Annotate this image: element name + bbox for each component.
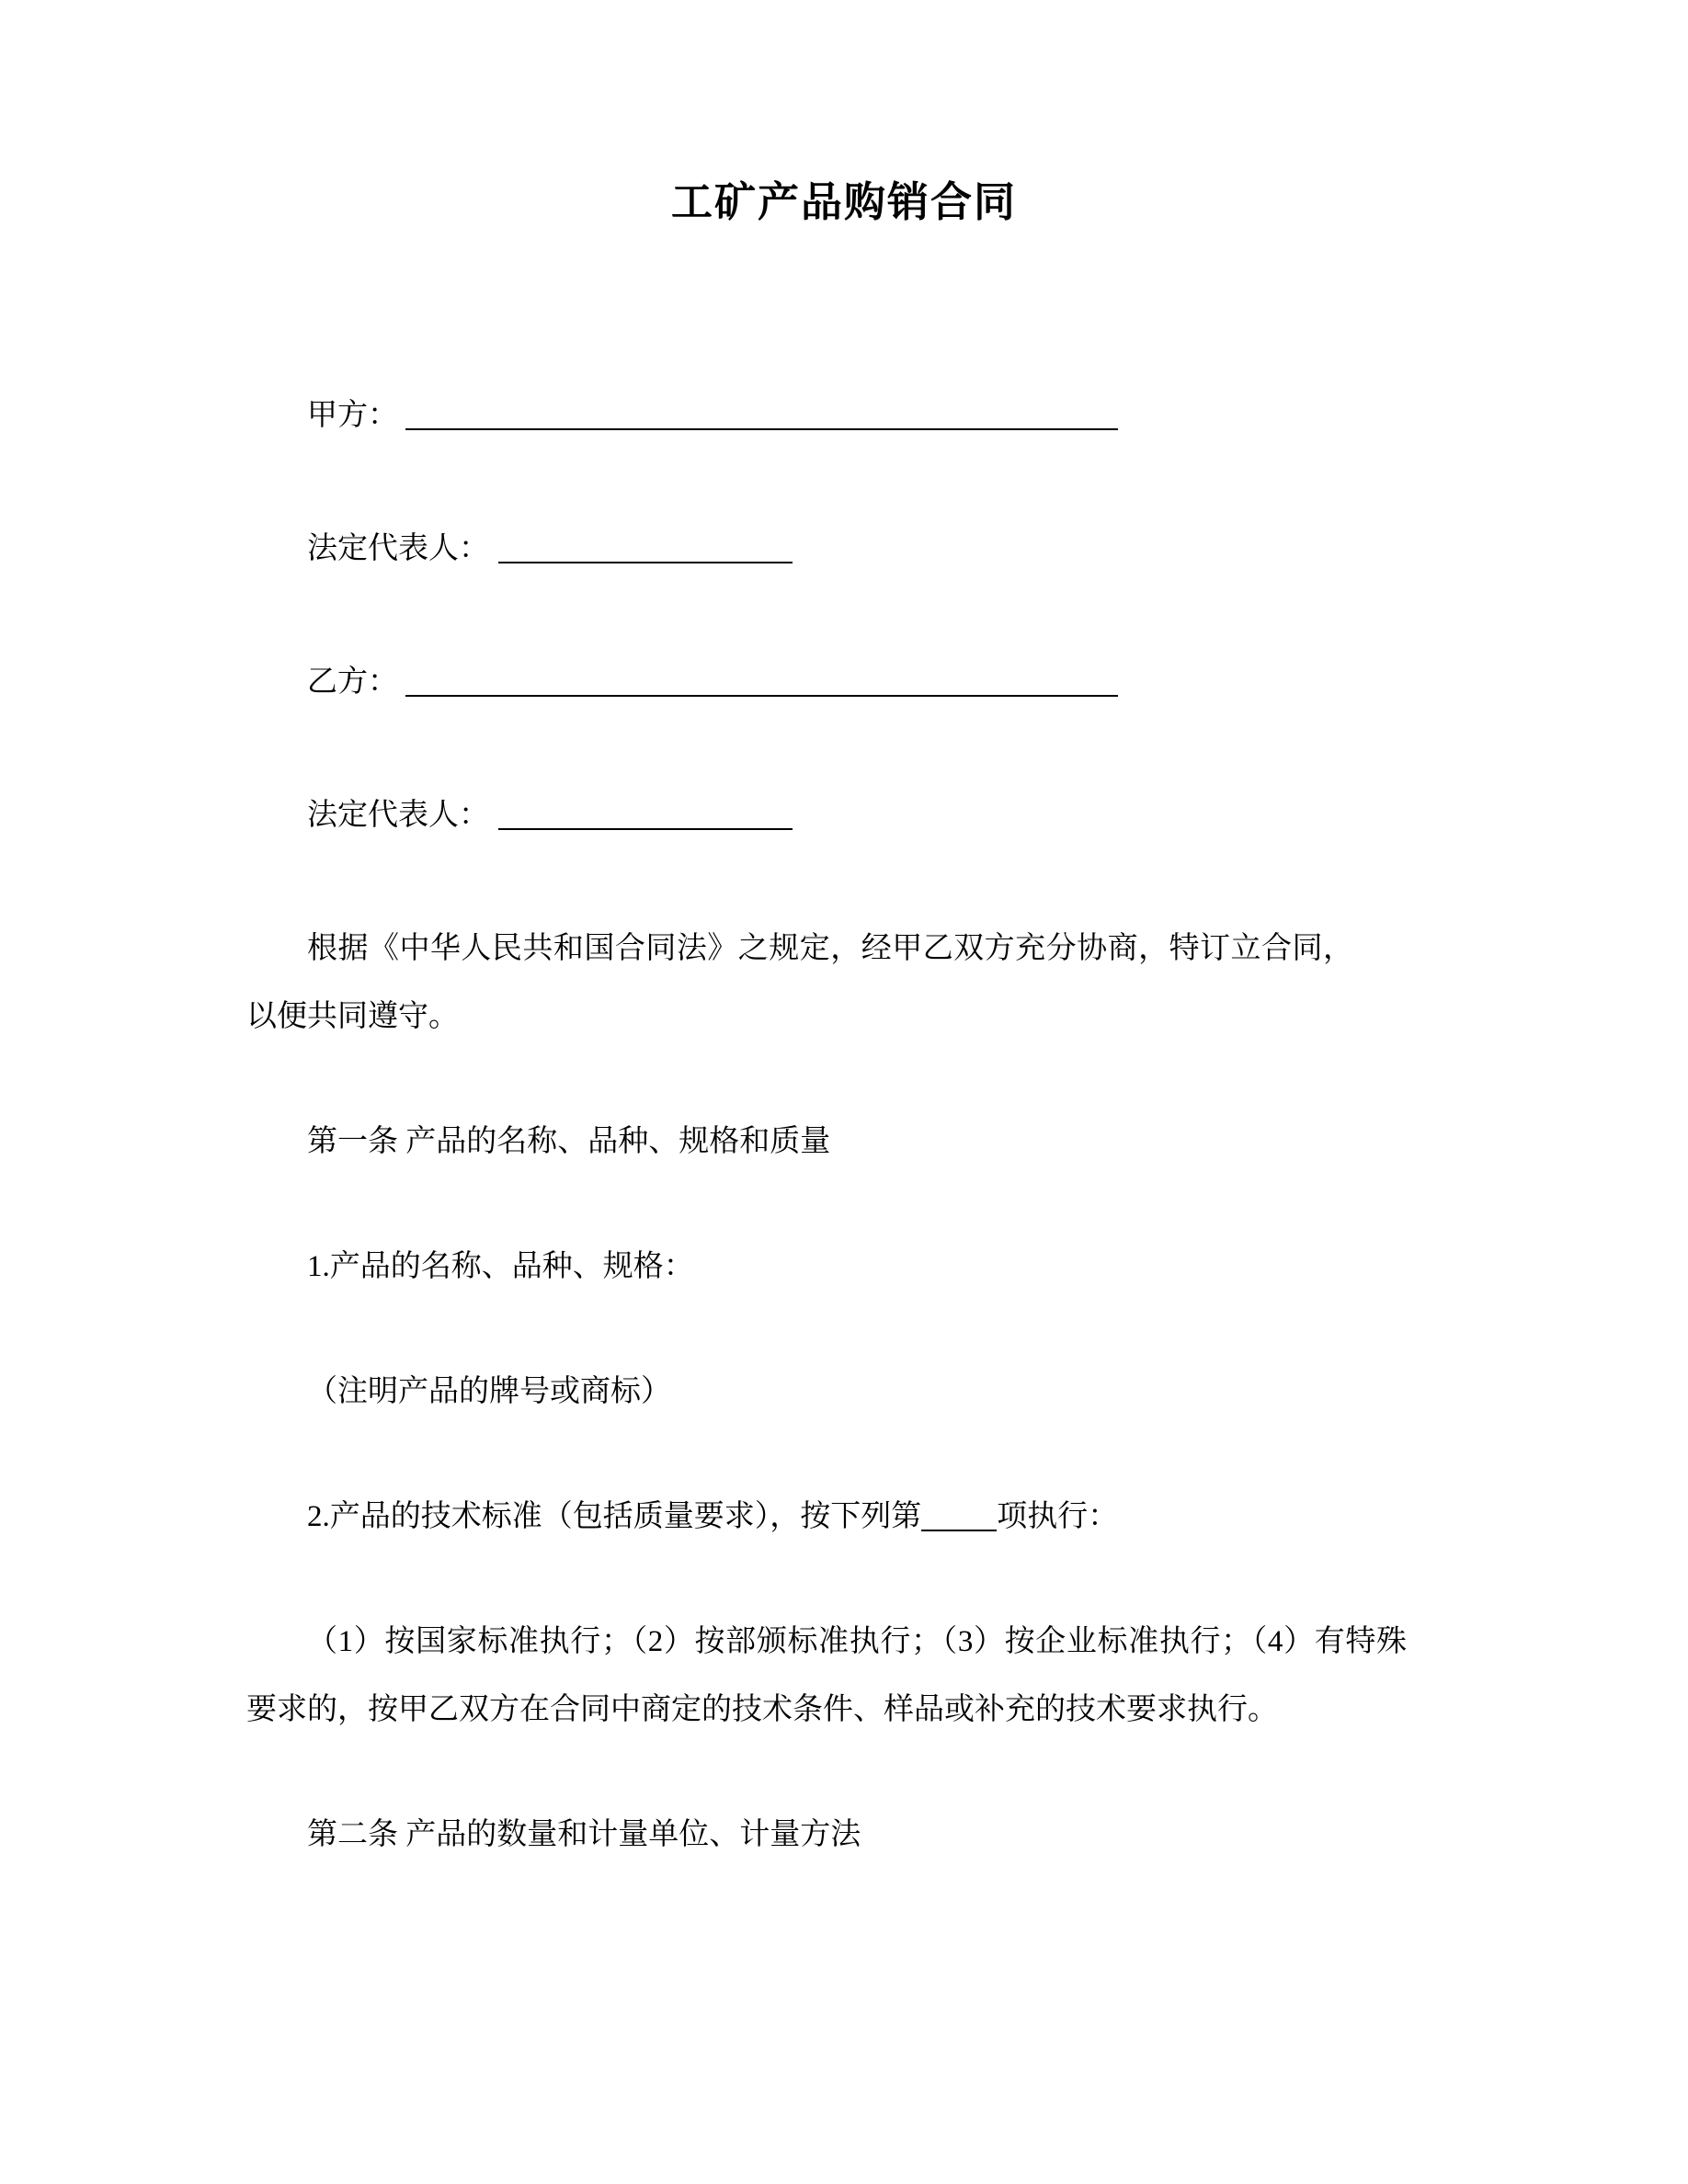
party-a-rep-blank-line[interactable] xyxy=(498,552,793,563)
party-a-label: 甲方： xyxy=(307,399,398,432)
party-a-blank-line[interactable] xyxy=(405,419,1118,430)
article-1-clause-2 xyxy=(246,1483,1442,1551)
party-a-rep-label: 法定代表人： xyxy=(307,532,489,565)
clause-2-text-after: 项执行： xyxy=(997,1500,1119,1533)
party-b-label: 乙方： xyxy=(307,665,398,699)
article-1-clause-2-options: （1）按国家标准执行；（2）按部颁标准执行；（3）按企业标准执行；（4）有特殊要求的，按甲乙双方在合同中商定的技术条件、样品或补充的技术要求执行。 xyxy=(246,1625,1408,1726)
document-title: 工矿产品购销合同 xyxy=(670,178,1017,225)
article-1-heading: 第一条 产品的名称、品种、规格和质量 xyxy=(307,1125,831,1158)
party-b-blank-line[interactable] xyxy=(405,686,1118,697)
party-b-rep-label: 法定代表人： xyxy=(307,799,489,832)
party-b-rep-row xyxy=(246,781,1442,849)
article-2-heading: 第二条 产品的数量和计量单位、计量方法 xyxy=(307,1818,861,1851)
party-a-row xyxy=(246,381,1442,449)
brand-note: （注明产品的牌号或商标） xyxy=(307,1375,671,1408)
clause-2-text-before: 2.产品的技术标准（包括质量要求），按下列第 xyxy=(307,1500,922,1533)
article-1-clause-1: 1.产品的名称、品种、规格： xyxy=(307,1250,694,1283)
party-b-rep-blank-line[interactable] xyxy=(498,819,793,830)
clause-2-blank-line[interactable] xyxy=(921,1520,997,1531)
party-a-rep-row xyxy=(246,515,1442,583)
intro-paragraph: 根据《中华人民共和国合同法》之规定，经甲乙双方充分协商，特订立合同，以便共同遵守。 xyxy=(246,932,1353,1033)
party-b-row xyxy=(246,648,1442,716)
